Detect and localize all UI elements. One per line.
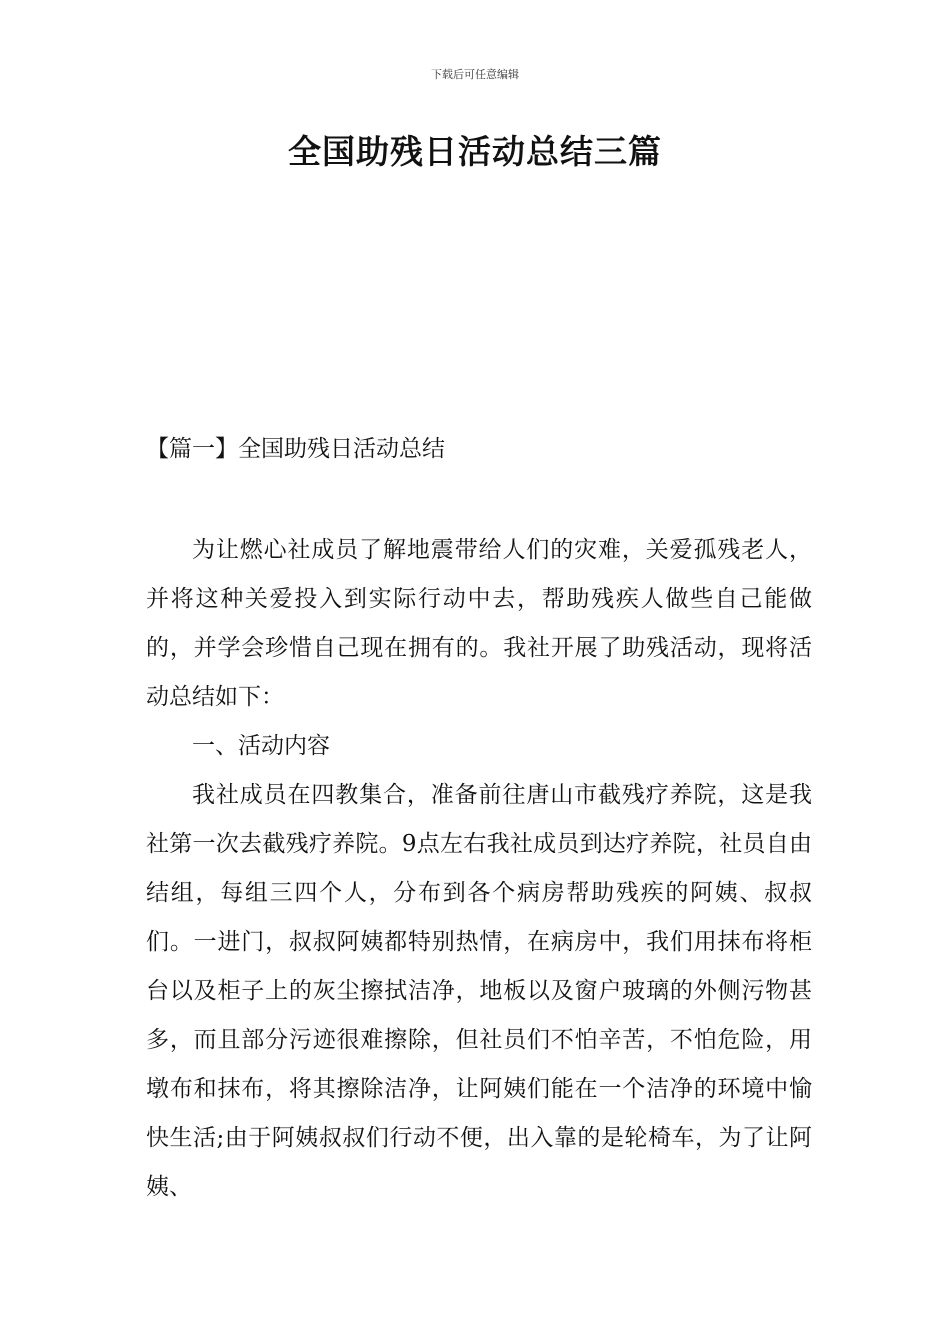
document-body xyxy=(146,526,812,1212)
section-heading: 【篇一】全国助残日活动总结 xyxy=(146,436,445,462)
paragraph-intro: 为让燃心社成员了解地震带给人们的灾难，关爱孤残老人，并将这种关爱投入到实际行动中去，帮助残疾人做些自己能做的，并学会珍惜自己现在拥有的。我社开展了助残活动，现将活动总结如下： xyxy=(146,537,812,710)
document-title: 全国助残日活动总结三篇 xyxy=(288,132,662,171)
header-note: 下载后可任意编辑 xyxy=(431,68,519,81)
paragraph-activity: 我社成员在四教集合，准备前往唐山市截残疗养院，这是我社第一次去截残疗养院。9点左右我社成员到达疗养院，社员自由结组，每组三四个人，分布到各个病房帮助残疾的阿姨、叔叔们。一进门，叔叔阿姨都特别热情，在病房中，我们用抹布将柜台以及柜子上的灰尘擦拭洁净，地板以及窗户玻璃的外侧污物甚多，而且部分污迹很难擦除，但社员们不怕辛苦，不怕危险，用墩布和抹布，将其擦除洁净，让阿姨们能在一个洁净的环境中愉快生活;由于阿姨叔叔们行动不便，出入靠的是轮椅车，为了让阿姨、 xyxy=(146,782,812,1200)
paragraph-subheading: 一、活动内容 xyxy=(192,733,330,759)
